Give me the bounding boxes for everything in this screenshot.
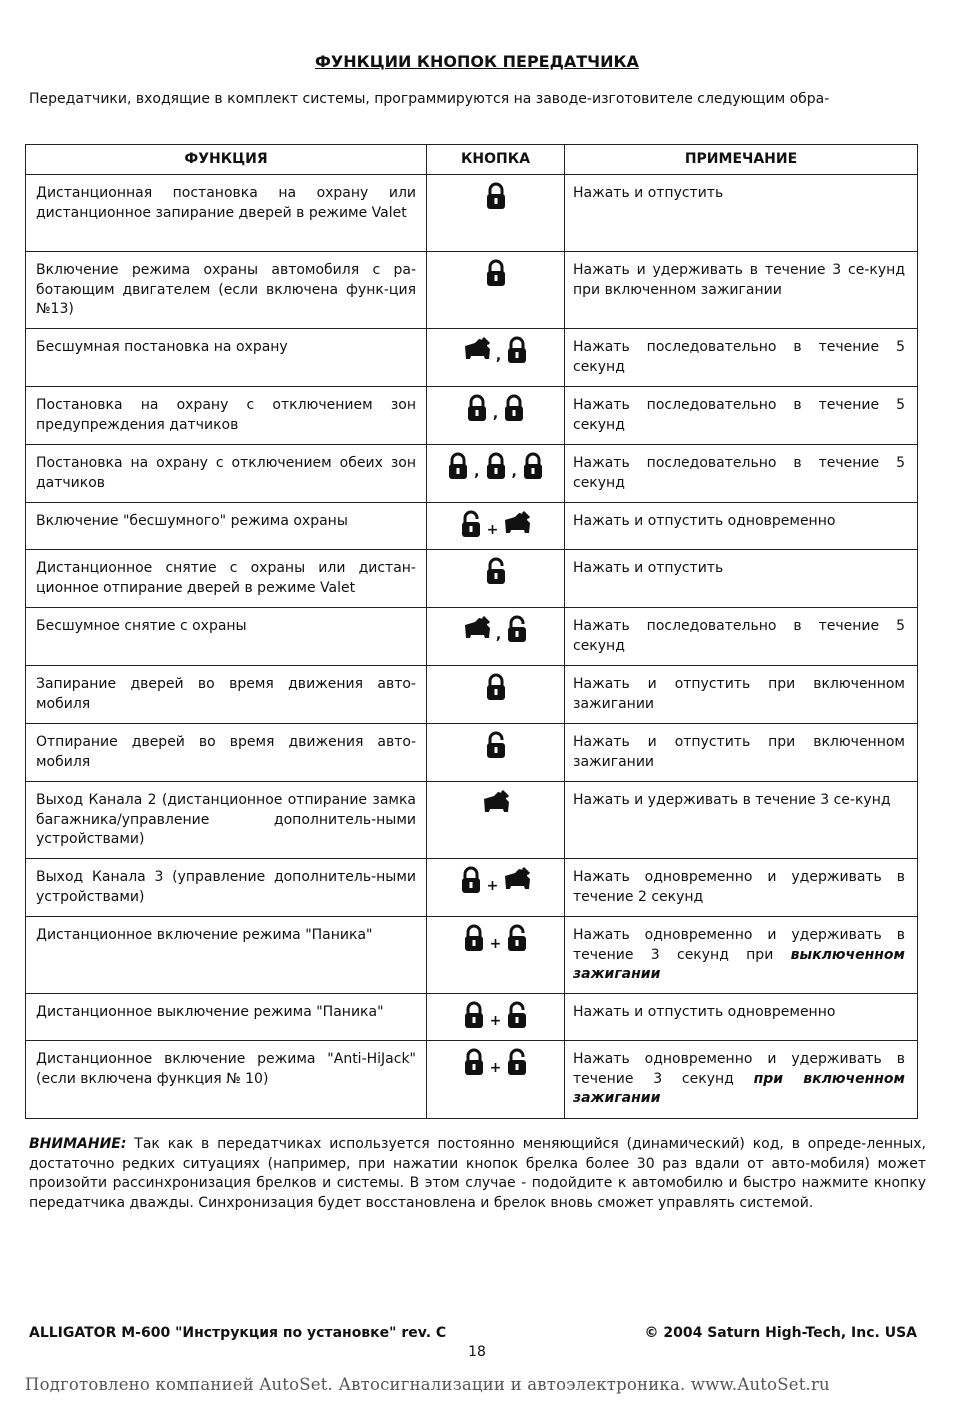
unlock-icon: [485, 556, 507, 586]
note-text: Нажать последовательно в течение 5 секунд: [573, 455, 905, 491]
note-cell: [565, 175, 918, 252]
car-trunk-icon: [503, 509, 531, 539]
note-text: Нажать последовательно в течение 5 секунд: [573, 397, 905, 433]
table-row: [26, 859, 918, 917]
note-text: Нажать и удерживать в течение 3 се-кунд при включенном зажигании: [573, 262, 905, 298]
button-combo: [463, 335, 528, 367]
note-cell: [565, 917, 918, 994]
button-cell: [427, 724, 565, 782]
plus-separator: +: [486, 878, 499, 894]
car-trunk-icon: [463, 614, 491, 644]
button-cell: [427, 994, 565, 1041]
button-combo: [485, 556, 507, 586]
function-cell: Бесшумное снятие с охраны: [26, 608, 427, 666]
table-row: [26, 329, 918, 387]
note-cell: [565, 445, 918, 503]
button-combo: [463, 923, 529, 955]
credit-line: Подготовлено компанией AutoSet. Автосигнализации и автоэлектроника. www.AutoSet.ru: [25, 1375, 830, 1394]
table-row: [26, 175, 918, 252]
table-row: [26, 994, 918, 1041]
button-combo: [460, 509, 532, 541]
note-cell: [565, 252, 918, 329]
function-cell: Бесшумная постановка на охрану: [26, 329, 427, 387]
lock-icon: [466, 393, 488, 423]
note-text: Нажать и отпустить при включенном зажигании: [573, 734, 905, 770]
note-cell: [565, 1041, 918, 1119]
footer-copyright: © 2004 Saturn High-Tech, Inc. USA: [644, 1325, 917, 1341]
lock-icon: [506, 335, 528, 365]
lock-icon: [463, 923, 485, 953]
lock-icon: [485, 181, 507, 211]
plus-separator: +: [486, 522, 499, 538]
note-cell: [565, 666, 918, 724]
note-cell: [565, 608, 918, 666]
header-note: ПРИМЕЧАНИЕ: [565, 145, 918, 175]
button-combo: [466, 393, 525, 425]
button-cell: [427, 782, 565, 859]
header-function: ФУНКЦИЯ: [26, 145, 427, 175]
note-text: Нажать и отпустить при включенном зажигании: [573, 676, 905, 712]
function-cell: Дистанционная постановка на охрану или дистанционное запирание дверей в режиме Valet: [26, 175, 427, 252]
function-cell: Дистанционное выключение режима "Паника": [26, 994, 427, 1041]
note-cell: [565, 550, 918, 608]
button-cell: [427, 859, 565, 917]
note-text: Нажать последовательно в течение 5 секунд: [573, 618, 905, 654]
unlock-icon: [460, 509, 482, 539]
table-row: [26, 445, 918, 503]
note-text: Нажать и отпустить: [573, 185, 724, 201]
comma-separator: ,: [495, 627, 502, 643]
note-text: Нажать одновременно и удерживать в течение 3 секунд: [573, 1051, 905, 1087]
lock-icon: [503, 393, 525, 423]
button-cell: [427, 550, 565, 608]
button-cell: [427, 608, 565, 666]
function-cell: Дистанционное включение режима "Anti-HiJack" (если включена функция № 10): [26, 1041, 427, 1119]
comma-separator: ,: [474, 464, 480, 480]
table-row: [26, 503, 918, 550]
unlock-icon: [485, 730, 507, 760]
table-row: [26, 782, 918, 859]
note-cell: [565, 782, 918, 859]
button-combo: [482, 788, 510, 818]
button-cell: [427, 387, 565, 445]
lock-icon: [463, 1047, 485, 1077]
lock-icon: [485, 258, 507, 288]
button-cell: [427, 252, 565, 329]
unlock-icon: [506, 1000, 528, 1030]
unlock-icon: [506, 923, 528, 953]
note-cell: [565, 387, 918, 445]
note-text: Нажать и удерживать в течение 3 се-кунд: [573, 792, 891, 808]
lock-icon: [460, 865, 482, 895]
button-combo: [485, 181, 507, 211]
note-text: Нажать одновременно и удерживать в течение 2 секунд: [573, 869, 905, 905]
button-combo: [447, 451, 544, 483]
lock-icon: [485, 672, 507, 702]
function-cell: Выход Канала 2 (дистанционное отпирание замка багажника/управление дополнитель-ными устройствами): [26, 782, 427, 859]
note-cell: [565, 329, 918, 387]
warning-text: Так как в передатчиках используется постоянно меняющийся (динамический) код, в опреде-ленных, достаточно редких ситуациях (например, при нажатии кнопок брелка более 30 раз вдали от авто-мобиля) может произойти рассинхронизация брелков и системы. В этом случае - подойдите к автомобилю и быстро нажмите кнопку передатчика дважды. Синхронизация будет восстановлена и брелок вновь сможет управлять системой.: [29, 1136, 926, 1211]
plus-separator: +: [489, 936, 502, 952]
table-row: [26, 917, 918, 994]
lock-icon: [485, 451, 507, 481]
note-emphasis: при включенном зажигании: [573, 1070, 905, 1106]
comma-separator: ,: [511, 464, 517, 480]
table-row: [26, 608, 918, 666]
button-combo: [460, 865, 532, 897]
note-cell: [565, 724, 918, 782]
functions-table: [25, 144, 918, 1119]
function-cell: Включение "бесшумного" режима охраны: [26, 503, 427, 550]
button-cell: [427, 917, 565, 994]
function-cell: Выход Канала 3 (управление дополнитель-ными устройствами): [26, 859, 427, 917]
warning-label: ВНИМАНИЕ:: [29, 1136, 127, 1152]
function-cell: Дистанционное включение режима "Паника": [26, 917, 427, 994]
note-text: Нажать и отпустить одновременно: [573, 1004, 836, 1020]
function-cell: Отпирание дверей во время движения авто-мобиля: [26, 724, 427, 782]
intro-text: Передатчики, входящие в комплект системы, программируются на заводе-изготовителе следующим обра-: [29, 91, 830, 107]
lock-icon: [522, 451, 544, 481]
note-text: Нажать и отпустить одновременно: [573, 513, 836, 529]
table-row: [26, 252, 918, 329]
footer-manual-title: ALLIGATOR M-600 "Инструкция по установке" rev. C: [29, 1325, 447, 1341]
note-cell: [565, 859, 918, 917]
button-combo: [463, 1047, 529, 1079]
function-cell: Запирание дверей во время движения авто-мобиля: [26, 666, 427, 724]
button-cell: [427, 445, 565, 503]
button-cell: [427, 1041, 565, 1119]
button-combo: [463, 1000, 529, 1032]
note-cell: [565, 994, 918, 1041]
table-row: [26, 1041, 918, 1119]
note-text: Нажать и отпустить: [573, 560, 724, 576]
button-cell: [427, 503, 565, 550]
button-combo: [485, 730, 507, 760]
button-cell: [427, 329, 565, 387]
button-cell: [427, 175, 565, 252]
note-emphasis: выключенном зажигании: [573, 946, 905, 982]
table-row: [26, 387, 918, 445]
table-row: [26, 724, 918, 782]
lock-icon: [447, 451, 469, 481]
comma-separator: ,: [495, 348, 502, 364]
car-trunk-icon: [482, 788, 510, 818]
warning-paragraph: [29, 1135, 926, 1213]
unlock-icon: [506, 614, 528, 644]
button-combo: [463, 614, 528, 646]
button-combo: [485, 672, 507, 702]
lock-icon: [463, 1000, 485, 1030]
unlock-icon: [506, 1047, 528, 1077]
car-trunk-icon: [503, 865, 531, 895]
button-cell: [427, 666, 565, 724]
note-text: Нажать последовательно в течение 5 секунд: [573, 339, 905, 375]
function-cell: Дистанционное снятие с охраны или дистан-ционное отпирание дверей в режиме Valet: [26, 550, 427, 608]
button-combo: [485, 258, 507, 288]
comma-separator: ,: [492, 406, 499, 422]
table-row: [26, 666, 918, 724]
plus-separator: +: [489, 1060, 502, 1076]
function-cell: Постановка на охрану с отключением зон предупреждения датчиков: [26, 387, 427, 445]
page-number: 18: [468, 1344, 486, 1360]
function-cell: Включение режима охраны автомобиля с ра-ботающим двигателем (если включена функ-ция №13): [26, 252, 427, 329]
plus-separator: +: [489, 1013, 502, 1029]
note-text: Нажать одновременно и удерживать в течение 3 секунд при: [573, 927, 905, 963]
table-row: [26, 550, 918, 608]
note-cell: [565, 503, 918, 550]
page-title: ФУНКЦИИ КНОПОК ПЕРЕДАТЧИКА: [315, 52, 639, 71]
function-cell: Постановка на охрану с отключением обеих зон датчиков: [26, 445, 427, 503]
table-header-row: [26, 145, 918, 175]
header-button: КНОПКА: [427, 145, 565, 175]
car-trunk-icon: [463, 335, 491, 365]
